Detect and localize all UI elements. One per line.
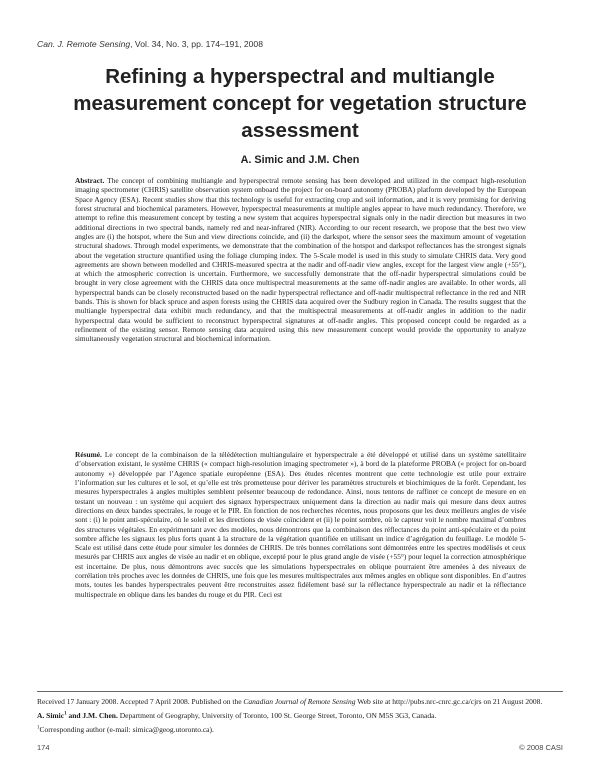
journal-name: Can. J. Remote Sensing (37, 39, 131, 49)
corresponding-note: $^1$Corresponding author (e-mail: simica@geog.utoronto.ca). (37, 724, 214, 734)
page-number: 174 (37, 743, 50, 752)
affiliation-note: A. Simic$^1$ and J.M. Chen. Department of Geography, University of Toronto, 100 St. George Street, Toronto, ON M5S 3G3, Canada. (37, 710, 437, 720)
abstract-text: The concept of combining multiangle and hyperspectral remote sensing has been developed and utilized in the compact high-resolution imaging spectrometer (CHRIS) satellite observation system onboard the project for on-board autonomy (PROBA) platform developed by the European Space Agency (ESA). Recent studies show that this technology is useful for extracting crop and soil information, and it is very promising for deriving forest structural and biochemical parameters. However, hyperspectral measurements at multiple angles appear to have much redundancy. Therefore, we attempt to refine this measurement concept by testing a new system that acquires hyperspectral signals only in the nadir direction but measures in two additional directions in two spectral bands, namely red and near-infrared (NIR). According to our recent research, we propose that the best two view angles are (i) the hotspot, where the Sun and view directions coincide, and (ii) the darkspot, where the sensor sees the maximum amount of vegetation structural shadows. Through model experiments, we demonstrate that the combination of the hotspot and darkspot reflectances has the strongest signals about the vegetation structure quantified using the foliage clumping index. The 5-Scale model is used in this study to simulate CHRIS data. Very good agreements are shown between modelled and CHRIS-measured spectra at the nadir and off-nadir view angles, except for the largest view angle (+55°), at which the atmospheric correction is uncertain. Furthermore, we successfully demonstrate that the off-nadir hyperspectral simulations could be brought in very close agreement with the CHRIS data once multispectral measurements at the same off-nadir angles are available. In other words, all hyperspectral bands can be closely reconstructed based on the nadir hyperspectral reflectance and off-nadir multispectral reflectance in the red and NIR bands. This is shown for black spruce and aspen forests using the CHRIS data acquired over the Sudbury region in Canada. The results suggest that the multiangle hyperspectral data exhibit much redundancy, and that the multispectral measurements at off-nadir angles in addition to the nadir hyperspectral data would be sufficient to reconstruct hyperspectral signatures at off-nadir angles. This proposed concept could be regarded as a refinement of the existing sensor. Remote sensing data acquired using this new measurement concept would provide the opportunity to analyze simultaneously vegetation structural and biochemical information. (75, 176, 527, 344)
copyright: © 2008 CASI (519, 743, 563, 752)
abstract-label: Abstract. (75, 176, 105, 185)
abstract (75, 176, 526, 344)
resume-text: Le concept de la combinaison de la télédétection multiangulaire et hyperspectrale a été développé et utilisé dans un système satellitaire d’observation existant, le système CHRIS (« compact high-resolution imaging spectrometer »), à bord de la plateforme PROBA (« project for on-board autonomy ») développée par l’Agence spatiale européenne (ESA). Des études récentes montrent que cette technologie est utile pour extraire l’information sur les cultures et le sol, et qu’elle est très prometteuse pour dériver les paramètres structurels et biochimiques de la forêt. Cependant, les mesures hyperspectrales à angles multiples semblent présenter beaucoup de redondance. Ainsi, nous tentons de raffiner ce concept de mesure en en testant un nouveau : un système qui acquiert des signaux hyperspectraux uniquement dans la direction au nadir mais qui mesure dans deux autres directions en deux bandes spectrales, le rouge et le PIR. En fonction de nos recherches récentes, nous proposons que les deux meilleurs angles de visée sont : (i) le point anti-spéculaire, où le soleil et les directions de visée coïncident et (ii) le point sombre, où le capteur voit le nombre maximal d’ombres des structures végétales. En expérimentant avec des modèles, nous démontrons que la combinaison des réflectances du point anti-spéculaire et du point sombre affiche les signaux les plus forts quant à la structure de la végétation quantifiée en utilisant un indice d’agrégation du feuillage. Le modèle 5-Scale est utilisé dans cette étude pour simuler les données de CHRIS. De très bonnes corrélations sont démontrées entre les spectres modélisés et ceux mesurés par CHRIS aux angles de visée au nadir et en oblique, excepté pour le plus grand angle de visée (+55°) pour lequel la correction atmosphérique est incertaine. De plus, nous démontrons avec succès que les simulations hyperspectrales en oblique pourraient être amenées à des niveaux de corrélation très proches avec les données de CHRIS, une fois que les mesures multispectrales aux mêmes angles en oblique sont disponibles. En d’autres mots, toutes les bandes hyperspectrales peuvent être reconstruites assez fidèlement basé sur la réflectance hyperspectrale au nadir et la réflectance multispectrale en oblique dans les bandes du rouge et du PIR. Ceci est (75, 450, 527, 599)
journal-citation (37, 39, 263, 49)
resume (75, 450, 526, 599)
footnote-divider (37, 691, 563, 692)
author-list: A. Simic and J.M. Chen (240, 154, 360, 166)
journal-details: , Vol. 34, No. 3, pp. 174–191, 2008 (130, 39, 263, 49)
resume-label: Résumé. (75, 450, 102, 459)
footnotes (37, 697, 563, 738)
received-note: Received 17 January 2008. Accepted 7 April 2008. Published on the Canadian Journal of Remote Sensing Web site at http://pubs.nrc-cnrc.gc.ca/cjrs on 21 August 2008. (37, 697, 543, 706)
article-title: Refining a hyperspectral and multiangle measurement concept for vegetation structure assessment (73, 65, 527, 142)
